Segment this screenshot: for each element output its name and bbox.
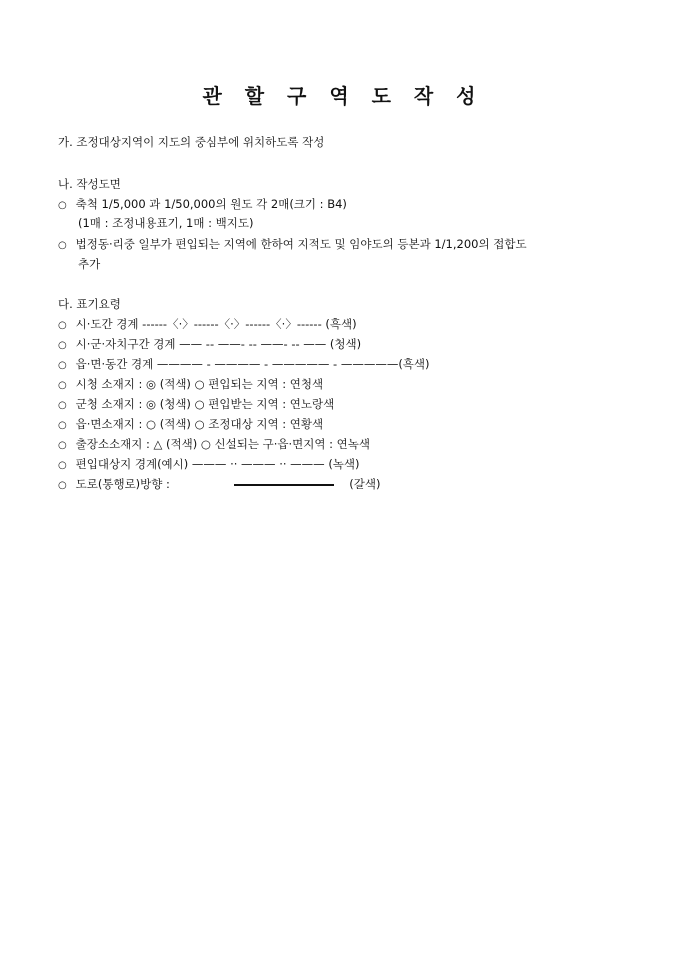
page-title: 관 할 구 역 도 작 성 (202, 84, 478, 108)
road-color: (갈색) (349, 477, 381, 491)
na-item-1-sub: (1매 : 조정내용표기, 1매 : 백지도) (78, 216, 254, 230)
bullet-icon: ○ (58, 320, 67, 331)
bullet-icon: ○ (58, 440, 67, 451)
bullet-icon: ○ (58, 360, 67, 371)
road-label: 도로(통행로)방향 : (75, 477, 170, 491)
bullet-icon: ○ (58, 460, 67, 471)
na-item-1 (58, 196, 347, 212)
bullet-icon: ○ (58, 340, 67, 351)
na-item-1-text: 축척 1/5,000 과 1/50,000의 원도 각 2매(크기 : B4) (75, 197, 347, 211)
road-direction-line (234, 484, 334, 486)
da-item-text: 읍·면·동간 경계 ———— - ———— - ————— - —————(흑색) (75, 357, 430, 371)
da-item (58, 416, 323, 432)
bullet-icon: ○ (58, 420, 67, 431)
bullet-icon: ○ (58, 400, 67, 411)
section-da-heading: 다. 표기요령 (58, 297, 121, 311)
da-item (58, 436, 370, 452)
da-item-text: 편입대상지 경계(예시) ——— ·· ——— ·· ——— (녹색) (75, 457, 360, 471)
da-item (58, 336, 361, 352)
section-na-heading: 나. 작성도면 (58, 177, 121, 191)
section-ga: 가. 조정대상지역이 지도의 중심부에 위치하도록 작성 (58, 135, 325, 149)
bullet-icon: ○ (58, 200, 67, 211)
da-item-text: 시·군·자치구간 경계 —— -- ——- -- ——- -- —— (청색) (75, 337, 362, 351)
da-item-text: 시청 소재지 : ◎ (적색) ○ 편입되는 지역 : 연청색 (75, 377, 324, 391)
da-item (58, 376, 323, 392)
da-item-text: 읍·면소재지 : ○ (적색) ○ 조정대상 지역 : 연황색 (75, 417, 324, 431)
na-item-2 (58, 236, 527, 252)
da-item (58, 356, 430, 372)
na-item-2-text: 법정동·리중 일부가 편입되는 지역에 한하여 지적도 및 임야도의 등본과 1/1,200의 접합도 (75, 237, 527, 251)
da-item (58, 396, 334, 412)
bullet-icon: ○ (58, 240, 67, 251)
da-item-text: 군청 소재지 : ◎ (청색) ○ 편입받는 지역 : 연노랑색 (75, 397, 335, 411)
da-item-text: 출장소소재지 : △ (적색) ○ 신설되는 구·읍·면지역 : 연녹색 (75, 437, 370, 451)
da-item-road (58, 476, 380, 492)
da-item (58, 316, 357, 332)
bullet-icon: ○ (58, 480, 67, 491)
da-item-text: 시·도간 경계 ------〈·〉------〈·〉------〈·〉------ (흑색) (75, 317, 357, 331)
bullet-icon: ○ (58, 380, 67, 391)
da-item (58, 456, 360, 472)
na-item-2-cont: 추가 (78, 257, 101, 271)
